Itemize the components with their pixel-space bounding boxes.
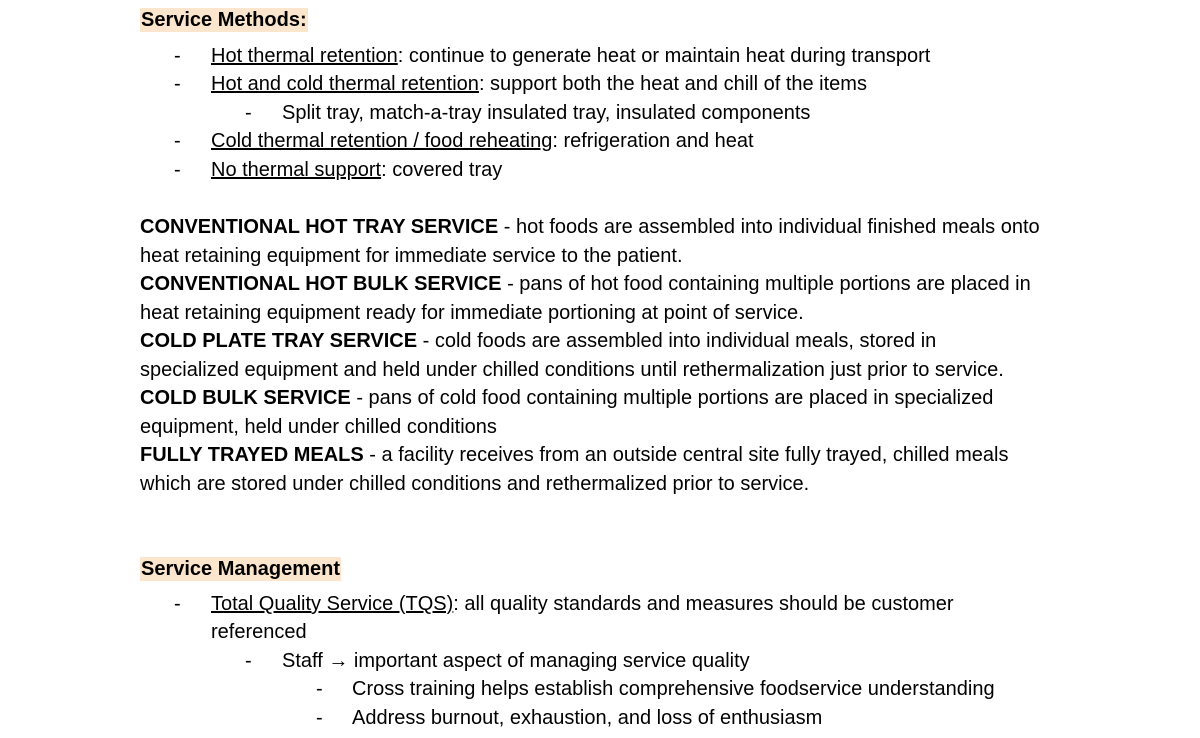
bullet-dash: - [316,678,323,700]
description: : covered tray [381,159,503,181]
definition-term: FULLY TRAYED MEALS [140,444,364,466]
list-item [211,129,754,153]
definition-desc: - cold foods are assembled into individual meals, stored in specialized equipment and held under chilled conditions until rethermalization just prior to service. [140,330,1004,381]
term: Hot and cold thermal retention [211,73,479,95]
definition-desc: - pans of hot food containing multiple portions are placed in heat retaining equipment ready for immediate portioning at point of service. [140,273,1031,324]
bullet-dash: - [245,102,252,124]
definition-desc: - a facility receives from an outside central site fully trayed, chilled meals which are stored under chilled conditions and rethermalized prior to service. [140,444,1009,495]
bullet-dash: - [316,707,323,729]
definition-term: CONVENTIONAL HOT BULK SERVICE [140,273,502,295]
sub-sub-list-item: Cross training helps establish comprehensive foodservice understanding [352,678,995,700]
sub-list-item: Split tray, match-a-tray insulated tray, insulated components [282,102,811,124]
bullet-dash: - [245,650,252,672]
definition-item [140,270,1040,327]
term: Cold thermal retention / food reheating [211,130,553,152]
definition-item [140,327,1040,384]
list-item [211,44,930,68]
term: No thermal support [211,159,382,181]
bullet-dash: - [174,45,181,67]
definition-term: COLD BULK SERVICE [140,387,351,409]
bullet-dash: - [174,130,181,152]
definition-desc: - hot foods are assembled into individual finished meals onto heat retaining equipment for immediate service to the patient. [140,216,1040,267]
definition-term: CONVENTIONAL HOT TRAY SERVICE [140,216,499,238]
term: Hot thermal retention [211,45,398,67]
definition-item [140,213,1040,270]
service-methods-heading: Service Methods: [141,9,307,31]
list-item-continuation: referenced [211,621,307,643]
definition-term: COLD PLATE TRAY SERVICE [140,330,418,352]
bullet-dash: - [174,73,181,95]
description: : refrigeration and heat [552,130,754,152]
term: Total Quality Service (TQS) [211,593,454,615]
list-item [211,72,867,96]
definition-item [140,384,1040,441]
description: : support both the heat and chill of the items [478,73,867,95]
definitions-paragraph [140,213,1040,498]
service-management-heading: Service Management [141,558,340,580]
description: : continue to generate heat or maintain heat during transport [397,45,931,67]
description: : all quality standards and measures should be customer [453,593,954,615]
sub-sub-list-item: Address burnout, exhaustion, and loss of enthusiasm [352,707,823,729]
sub-list-item: Staff → important aspect of managing service quality [282,650,750,672]
list-item [211,592,954,616]
definition-item [140,441,1040,498]
definition-desc: - pans of cold food containing multiple portions are placed in specialized equipment, held under chilled conditions [140,387,994,438]
bullet-dash: - [174,159,181,181]
list-item [211,158,502,182]
bullet-dash: - [174,593,181,615]
